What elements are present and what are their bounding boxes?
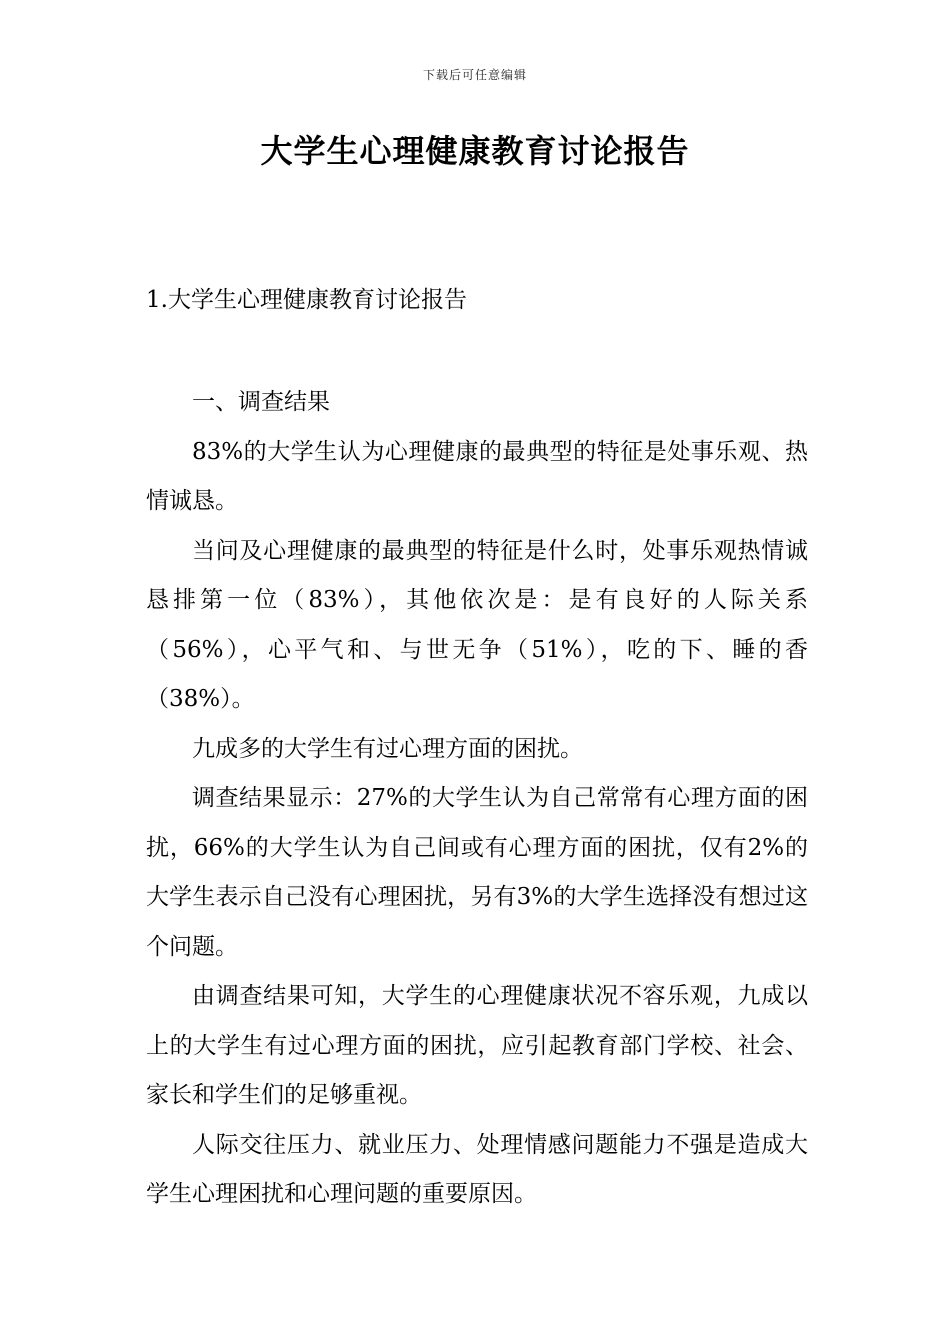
header-note: 下载后可任意编辑 — [422, 68, 527, 82]
document-title: 大学生心理健康教育讨论报告 — [260, 132, 690, 170]
section-heading: 1.大学生心理健康教育讨论报告 — [146, 287, 467, 313]
paragraph-subheading: 一、调查结果 — [192, 389, 330, 415]
document-body — [146, 378, 808, 1220]
paragraph: 调查结果显示：27%的大学生认为自己常常有心理方面的困扰，66%的大学生认为自己间或有心理方面的困扰，仅有2%的大学生表示自己没有心理困扰，另有3%的大学生选择没有想过这个问题。 — [146, 785, 808, 960]
paragraph: 由调查结果可知，大学生的心理健康状况不容乐观，九成以上的大学生有过心理方面的困扰，应引起教育部门学校、社会、家长和学生们的足够重视。 — [146, 983, 808, 1108]
paragraph: 九成多的大学生有过心理方面的困扰。 — [192, 735, 583, 762]
paragraph: 当问及心理健康的最典型的特征是什么时，处事乐观热情诚恳排第一位（83%），其他依次是：是有良好的人际关系（56%），心平气和、与世无争（51%），吃的下、睡的香（38%）。 — [146, 537, 808, 712]
paragraph: 83%的大学生认为心理健康的最典型的特征是处事乐观、热情诚恳。 — [146, 438, 808, 514]
paragraph: 人际交往压力、就业压力、处理情感问题能力不强是造成大学生心理困扰和心理问题的重要原因。 — [146, 1131, 808, 1207]
